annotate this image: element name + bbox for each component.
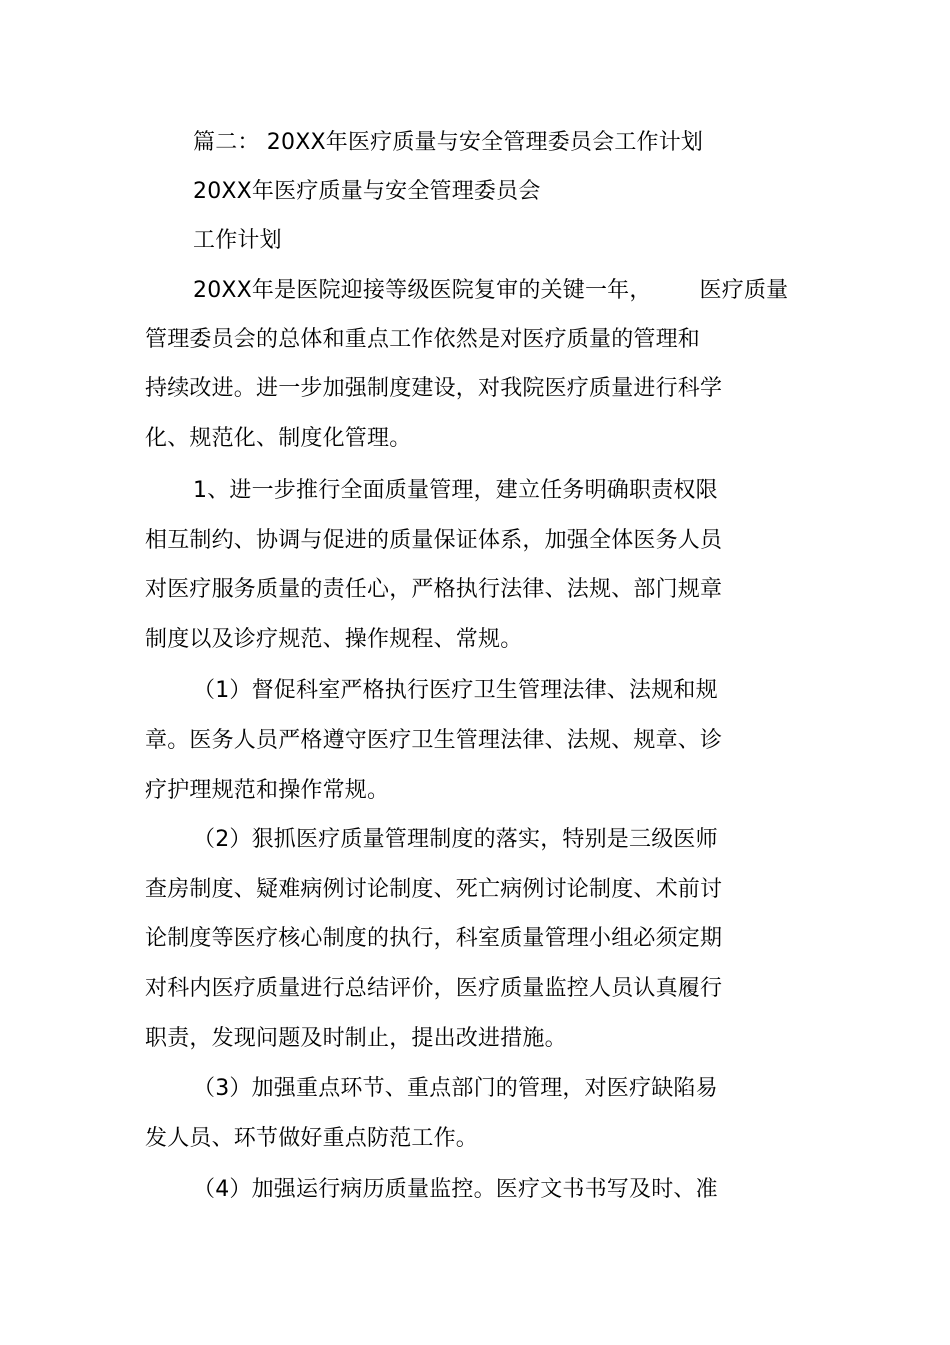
item2-line-5: 职责，发现问题及时制止，提出改进措施。 — [145, 1026, 567, 1051]
document-title: 篇二： 20XX年医疗质量与安全管理委员会工作计划 — [193, 130, 704, 155]
intro-line-1 — [193, 276, 788, 306]
document-subtitle-2: 工作计划 — [193, 228, 282, 253]
section1-line-3: 对医疗服务质量的责任心，严格执行法律、法规、部门规章 — [145, 577, 723, 602]
item4-line-1: （4）加强运行病历质量监控。医疗文书书写及时、准 — [193, 1177, 718, 1202]
item1-line-3: 疗护理规范和操作常规。 — [145, 778, 390, 803]
item2-line-2: 查房制度、疑难病例讨论制度、死亡病例讨论制度、术前讨 — [145, 877, 723, 902]
section1-line-4: 制度以及诊疗规范、操作规程、常规。 — [145, 627, 523, 652]
item1-line-1: （1）督促科室严格执行医疗卫生管理法律、法规和规 — [193, 678, 718, 703]
intro-line-2: 管理委员会的总体和重点工作依然是对医疗质量的管理和 — [145, 327, 701, 352]
item3-line-1: （3）加强重点环节、重点部门的管理，对医疗缺陷易 — [193, 1076, 718, 1101]
item2-line-1: （2）狠抓医疗质量管理制度的落实，特别是三级医师 — [193, 827, 718, 852]
item3-line-2: 发人员、环节做好重点防范工作。 — [145, 1126, 479, 1151]
intro-line-3: 持续改进。进一步加强制度建设，对我院医疗质量进行科学 — [145, 376, 723, 401]
item2-line-4: 对科内医疗质量进行总结评价，医疗质量监控人员认真履行 — [145, 976, 723, 1001]
section1-line-1: 1、进一步推行全面质量管理，建立任务明确职责权限 — [193, 478, 718, 503]
section1-line-2: 相互制约、协调与促进的质量保证体系，加强全体医务人员 — [145, 528, 723, 553]
item2-line-3: 论制度等医疗核心制度的执行，科室质量管理小组必须定期 — [145, 926, 723, 951]
intro-line-1b: 医疗质量 — [699, 278, 789, 303]
intro-line-1a: 20XX年是医院迎接等级医院复审的关键一年， — [193, 278, 652, 303]
intro-line-4: 化、规范化、制度化管理。 — [145, 426, 412, 451]
item1-line-2: 章。医务人员严格遵守医疗卫生管理法律、法规、规章、诊 — [145, 728, 723, 753]
document-subtitle: 20XX年医疗质量与安全管理委员会 — [193, 179, 541, 204]
